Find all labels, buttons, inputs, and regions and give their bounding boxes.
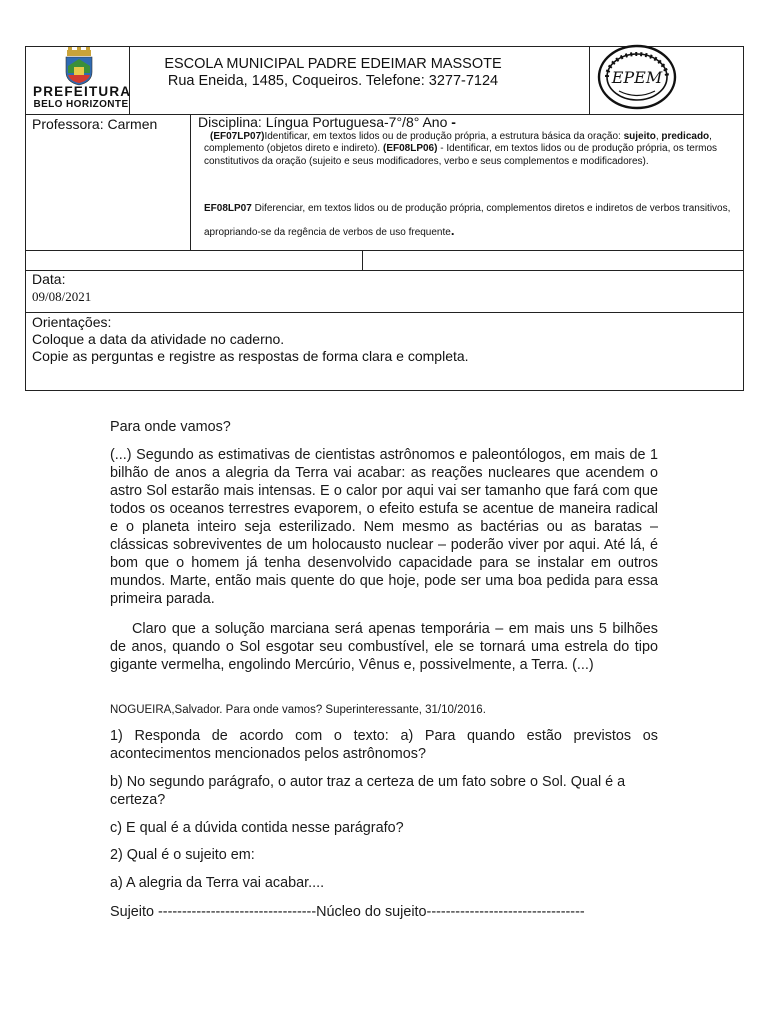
- school-seal: [596, 44, 678, 110]
- table-row-border-2: [25, 250, 744, 251]
- skill-code-ef08lp06: (EF08LP06): [382, 143, 438, 155]
- skill-bold-predicado: predicado: [661, 131, 710, 142]
- skill-text-1a: Identificar, em textos lidos ou de produção própria, a estrutura básica da oração:: [264, 131, 621, 142]
- teacher-label: Professora: Carmen: [32, 116, 158, 132]
- prefeitura-line1: PREFEITURA: [33, 84, 132, 99]
- text-paragraph-2: Claro que a solução marciana será apenas temporária – em mais uns 5 bilhões de anos, quando o Sol esgotar seu combustível, ele se tornará uma estrela do tipo gigante vermelha, engolindo Mercúrio, Vênus e, possivelmente, a Terra. (...): [110, 621, 658, 673]
- instructions-line-2: Copie as perguntas e registre as respostas de forma clara e completa.: [32, 348, 469, 364]
- subject-dash: -: [447, 114, 456, 130]
- info-divider: [190, 114, 191, 250]
- answer-line: Sujeito ---------------------------------Núcleo do sujeito---------------------------------: [110, 904, 585, 920]
- question-1b: b) No segundo parágrafo, o autor traz a certeza de um fato sobre o Sol. Qual é a certeza?: [110, 774, 626, 808]
- table-row-border-3: [25, 270, 744, 271]
- question-1c: c) E qual é a dúvida contida nesse parágrafo?: [110, 820, 404, 836]
- prefeitura-logo: [30, 46, 130, 112]
- instructions-title: Orientações:: [32, 314, 112, 330]
- text-paragraph-1: (...) Segundo as estimativas de cientistas astrônomos e paleontólogos, em mais de 1 bilhão de anos a alegria da Terra vai acabar: as reações nucleares que acendem o astro Sol estarão mais intensas. E o calor por aqui vai ser tamanho que fará com que todos os oceanos terrestres evaporem, o efeito estufa se acentue de maneira radical e o planeta inteiro seja esterilizado. Nem mesmo as bactérias ou as baratas – clássicas sobreviventes de um holocausto nuclear – poderão viver por aqui. Até lá, é bom que o homem já tenha desenvolvido capacidade para se instalar em outros mundos. Marte, então mais quente do que hoje, pode ser uma boa pedida para essa primeira parada.: [110, 447, 658, 607]
- skill-text-3: Diferenciar, em textos lidos ou de produção própria, complementos diretos e indiretos de verbos transitivos, apropriando-se da regência de verbos de uso frequente: [204, 203, 731, 238]
- table-left-border: [25, 46, 26, 391]
- question-2: 2) Qual é o sujeito em:: [110, 847, 255, 863]
- instructions: [32, 314, 732, 365]
- svg-text:EPEM: [611, 68, 663, 87]
- skills-block: [204, 131, 744, 168]
- skill-code-ef07lp07: (EF07LP07): [210, 131, 265, 142]
- table-bottom-border: [25, 390, 744, 391]
- seal-text: EPEM: [611, 68, 663, 87]
- skill-code-ef08lp07: EF08LP07: [204, 203, 252, 214]
- question-2a: a) A alegria da Terra vai acabar....: [110, 875, 325, 891]
- school-seal-icon: [596, 44, 678, 110]
- text-reference: NOGUEIRA,Salvador. Para onde vamos? Superinteressante, 31/10/2016.: [110, 704, 486, 716]
- instructions-line-1: Coloque a data da atividade no caderno.: [32, 331, 285, 347]
- text-title: Para onde vamos?: [110, 419, 231, 435]
- question-1a: 1) Responda de acordo com o texto: a) Para quando estão previstos os acontecimentos mencionados pelos astrônomos?: [110, 728, 658, 762]
- school-address: Rua Eneida, 1485, Coqueiros. Telefone: 3277-7124: [167, 73, 499, 89]
- skill-end-period: .: [450, 223, 455, 238]
- blank-row-divider: [362, 250, 363, 270]
- school-name: ESCOLA MUNICIPAL PADRE EDEIMAR MASSOTE: [164, 56, 502, 72]
- skill-text-1b: , complemento (objetos direto e indireto).: [204, 131, 712, 155]
- skill-separator: ,: [655, 131, 662, 142]
- table-row-border-4: [25, 312, 744, 313]
- skill-text-2: - Identificar, em textos lidos ou de produção própria, os termos constitutivos da oração (sujeito e seus modificadores, verbo e seus complementos e modificadores).: [204, 143, 718, 167]
- date-value: 09/08/2021: [32, 289, 92, 304]
- subject-label: [198, 114, 456, 130]
- prefeitura-line2: BELO HORIZONTE: [33, 99, 129, 110]
- subject-text: Disciplina: Língua Portuguesa-7°/8° Ano: [198, 114, 448, 130]
- date-label: Data:: [32, 271, 66, 287]
- skill-block-ef08lp07: [204, 198, 744, 244]
- header-divider-right: [589, 46, 590, 114]
- skill-bold-sujeito: sujeito: [623, 131, 656, 142]
